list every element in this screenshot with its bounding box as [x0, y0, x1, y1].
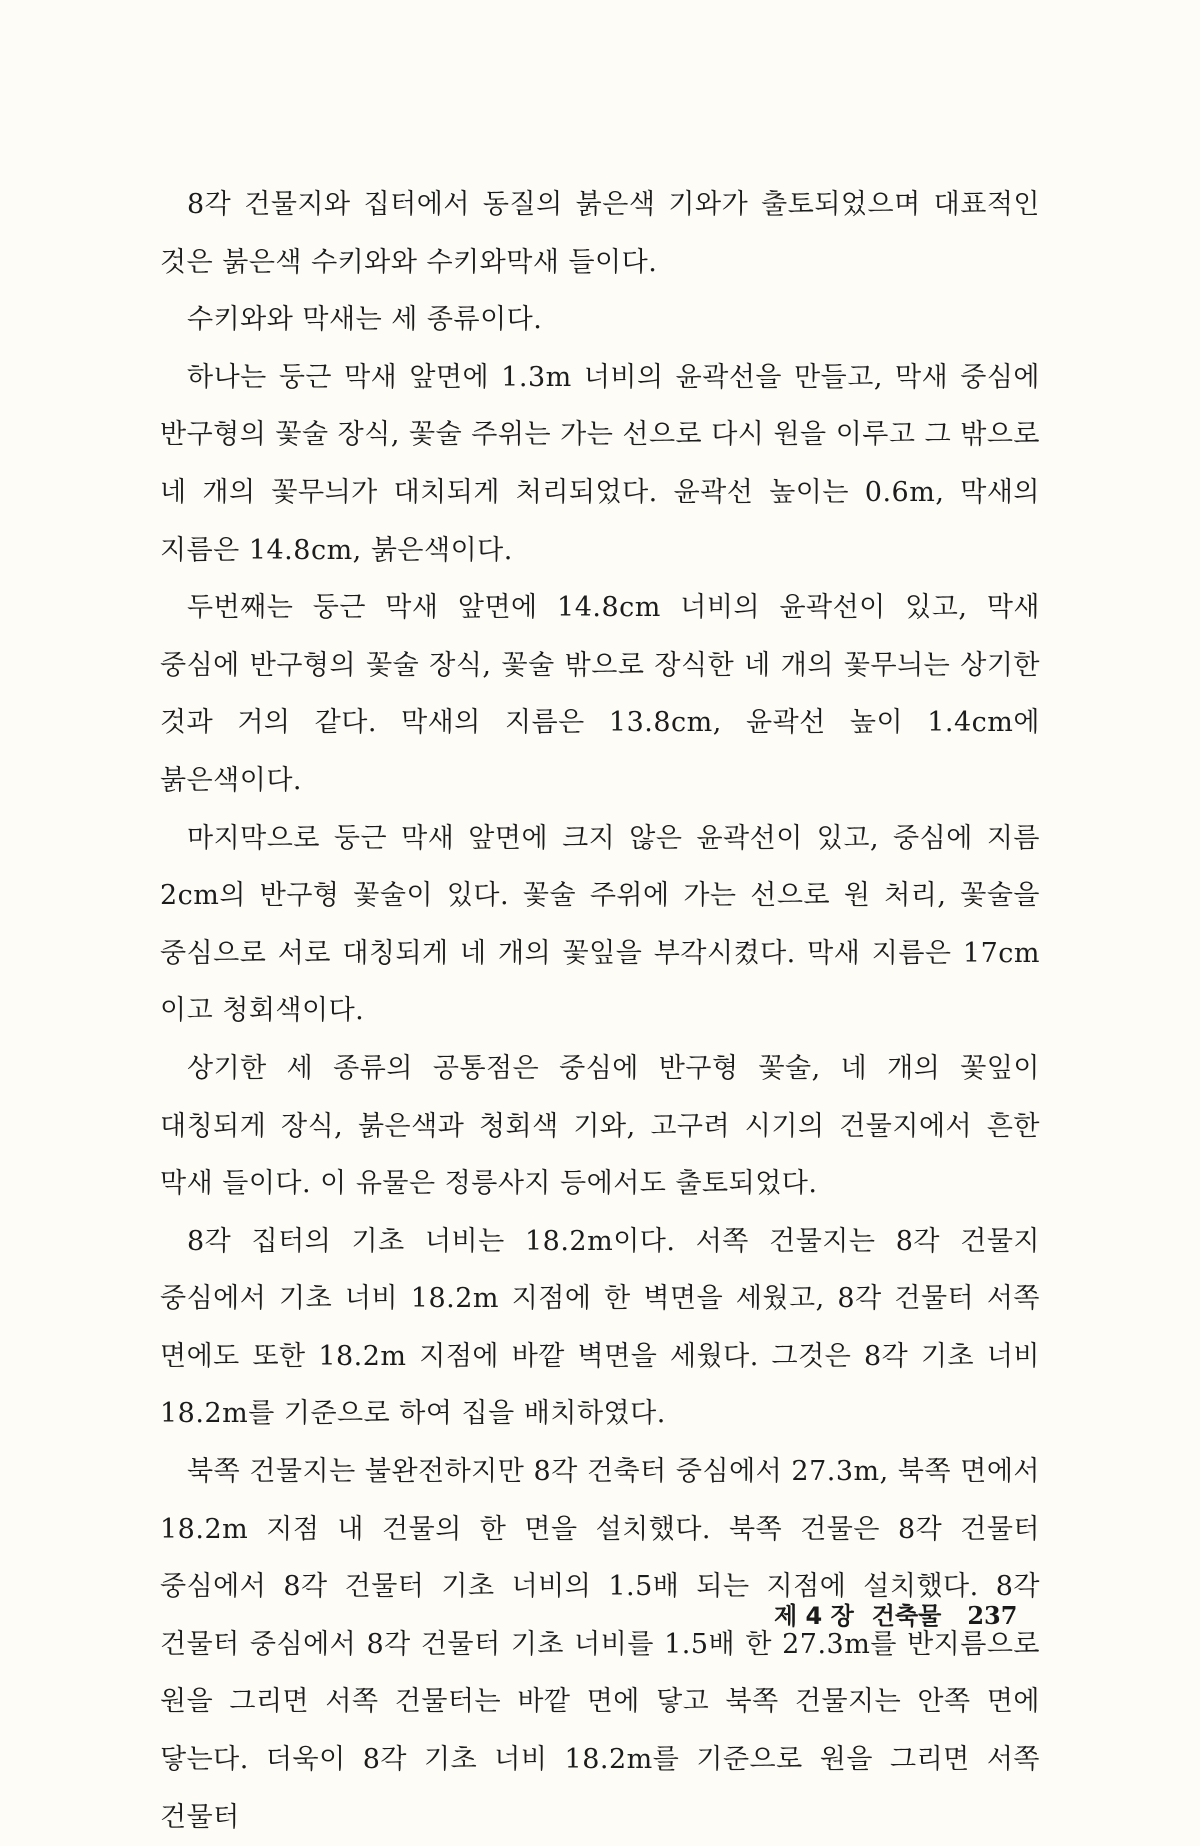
page-number: 237: [967, 1601, 1018, 1630]
paragraph-1: 8각 건물지와 집터에서 동질의 붉은색 기와가 출토되었으며 대표적인 것은 붉은색 수키와와 수키와막새 들이다.: [160, 189, 1040, 278]
paragraph-8: 북쪽 건물지는 불완전하지만 8각 건축터 중심에서 27.3m, 북쪽 면에서 18.2m 지점 내 건물의 한 면을 설치했다. 북쪽 건물은 8각 건물터 중심에서 8각 건물터 기초 너비의 1.5배 되는 지점에 설치했다. 8각 건물터 중심에서 8각 건물터 기초 너비를 1.5배 한 27.3m를 반지름으로 원을 그리면 서쪽 건물터는 바깥 면에 닿고 북쪽 건물지는 안쪽 면에 닿는다. 더욱이 8각 기초 너비 18.2m를 기준으로 원을 그리면 서쪽 건물터: [160, 1456, 1040, 1833]
paragraph-2: 수키와와 막새는 세 종류이다.: [187, 304, 543, 336]
paragraph-5: 마지막으로 둥근 막새 앞면에 크지 않은 윤곽선이 있고, 중심에 지름 2cm의 반구형 꽃술이 있다. 꽃술 주위에 가는 선으로 원 처리, 꽃술을 중심으로 서로 대칭되게 네 개의 꽃잎을 부각시켰다. 막새 지름은 17cm 이고 청회색이다.: [160, 822, 1040, 1027]
chapter-label: 제 4 장: [774, 1602, 854, 1630]
chapter-title: 건축물: [871, 1602, 942, 1630]
paragraph-4: 두번째는 둥근 막새 앞면에 14.8cm 너비의 윤곽선이 있고, 막새 중심에 반구형의 꽃술 장식, 꽃술 밖으로 장식한 네 개의 꽃무늬는 상기한 것과 거의 같다. 막새의 지름은 13.8cm, 윤곽선 높이 1.4cm에 붉은색이다.: [160, 592, 1040, 796]
page-footer: [774, 1596, 1044, 1636]
paragraph-6: 상기한 세 종류의 공통점은 중심에 반구형 꽃술, 네 개의 꽃잎이 대칭되게 장식, 붉은색과 청회색 기와, 고구려 시기의 건물지에서 흔한 막새 들이다. 이 유물은 정릉사지 등에서도 출토되었다.: [160, 1052, 1040, 1200]
paragraph-3: 하나는 둥근 막새 앞면에 1.3m 너비의 윤곽선을 만들고, 막새 중심에 반구형의 꽃술 장식, 꽃술 주위는 가는 선으로 다시 원을 이루고 그 밖으로 네 개의 꽃무늬가 대치되게 처리되었다. 윤곽선 높이는 0.6m, 막새의 지름은 14.8cm, 붉은색이다.: [160, 361, 1040, 566]
paragraph-7: 8각 집터의 기초 너비는 18.2m이다. 서쪽 건물지는 8각 건물지 중심에서 기초 너비 18.2m 지점에 한 벽면을 세웠고, 8각 건물터 서쪽 면에도 또한 18.2m 지점에 바깥 벽면을 세웠다. 그것은 8각 기초 너비 18.2m를 기준으로 하여 집을 배치하였다.: [160, 1225, 1040, 1430]
